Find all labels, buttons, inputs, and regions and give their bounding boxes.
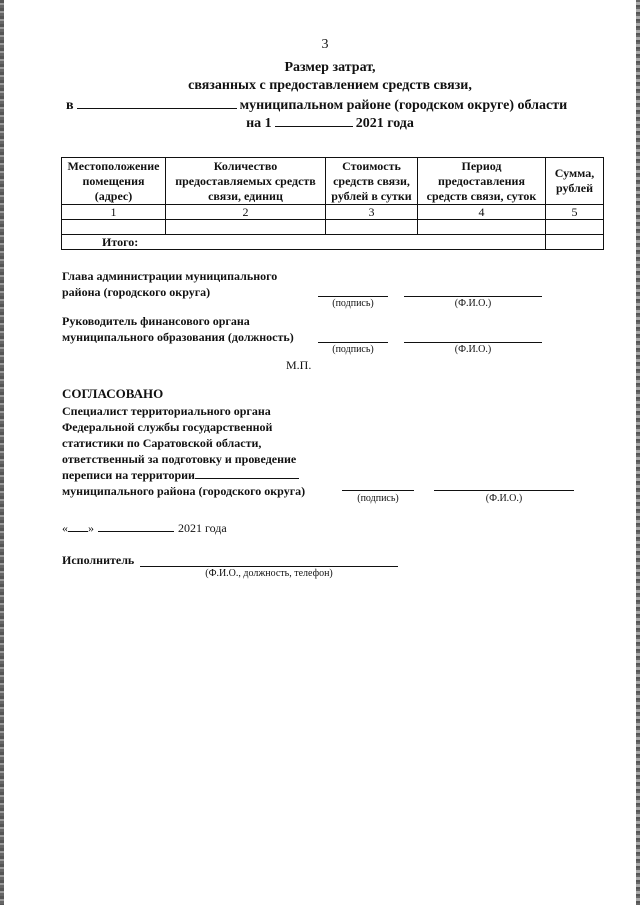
approval-line: ответственный за подготовку и проведение <box>62 452 297 466</box>
head-admin-signature-caption: (подпись) <box>332 298 374 309</box>
table-row <box>62 220 604 235</box>
title-line-3-prefix: в <box>66 98 74 113</box>
title-line-1: Размер затрат, <box>284 60 376 75</box>
head-admin-line-1: Глава администрации муниципального <box>62 269 278 283</box>
column-number: 1 <box>62 205 166 220</box>
stamp-placeholder: М.П. <box>286 358 312 372</box>
column-numbers-row <box>62 205 604 220</box>
head-admin-name-line[interactable] <box>404 296 542 297</box>
header-quantity: Количество предоставляемых средств связи, единиц <box>166 158 326 205</box>
column-number: 3 <box>326 205 418 220</box>
date-open-quote: « <box>62 521 68 535</box>
head-admin-signature-line[interactable] <box>318 296 388 297</box>
approval-block <box>62 403 305 499</box>
finance-head-line-1: Руководитель финансового органа <box>62 314 250 328</box>
total-label: Итого: <box>62 235 546 250</box>
title-line-4-suffix: 2021 года <box>355 116 414 131</box>
finance-head-signature-line[interactable] <box>318 342 388 343</box>
approval-line: Специалист территориального органа <box>62 404 271 418</box>
header-period: Период предоставления средств связи, суток <box>418 158 546 205</box>
date-close-quote: » <box>88 521 94 535</box>
head-admin-name-caption: (Ф.И.О.) <box>454 298 492 309</box>
approval-line: Федеральной службы государственной <box>62 420 273 434</box>
title-line-4 <box>120 114 540 132</box>
territory-blank[interactable] <box>195 467 299 479</box>
approval-signature-line[interactable] <box>342 490 414 491</box>
head-admin-label <box>62 268 277 300</box>
page-number: 3 <box>321 37 329 52</box>
executor-line[interactable] <box>140 566 398 567</box>
day-blank[interactable] <box>68 521 88 532</box>
approval-line: муниципального района (городского округа) <box>62 484 306 498</box>
approval-line: статистики по Саратовской области, <box>62 436 262 450</box>
title-line-3-suffix: муниципальном районе (городском округе) области <box>239 98 568 113</box>
page-edge-right <box>636 0 640 905</box>
finance-head-name-caption: (Ф.И.О.) <box>454 344 492 355</box>
costs-table <box>61 157 604 250</box>
table-cell[interactable] <box>62 220 166 235</box>
approval-line: переписи на территории <box>62 468 195 482</box>
approval-name-line[interactable] <box>434 490 574 491</box>
table-cell[interactable] <box>166 220 326 235</box>
executor-label: Исполнитель <box>62 553 135 567</box>
header-cost: Стоимость средств связи, рублей в сутки <box>326 158 418 205</box>
approval-name-caption: (Ф.И.О.) <box>485 493 523 504</box>
approval-line-territory <box>62 467 305 483</box>
title-line-2: связанных с предоставлением средств связи, <box>188 78 472 93</box>
title-line-3 <box>66 96 567 114</box>
finance-head-signature-caption: (подпись) <box>332 344 374 355</box>
district-blank[interactable] <box>77 96 237 109</box>
executor-caption: (Ф.И.О., должность, телефон) <box>205 568 333 579</box>
head-admin-line-2: района (городского округа) <box>62 285 211 299</box>
finance-head-line-2: муниципального образования (должность) <box>62 330 294 344</box>
column-number: 5 <box>546 205 604 220</box>
page-edge-left <box>0 0 4 905</box>
header-location: Местоположение помещения (адрес) <box>62 158 166 205</box>
table-header-row <box>62 158 604 205</box>
approval-heading: СОГЛАСОВАНО <box>62 386 164 401</box>
date-year: 2021 года <box>178 521 227 535</box>
date-line <box>62 521 227 536</box>
header-sum: Сумма, рублей <box>546 158 604 205</box>
title-line-4-prefix: на 1 <box>246 116 272 131</box>
finance-head-label <box>62 313 294 345</box>
column-number: 2 <box>166 205 326 220</box>
table-cell[interactable] <box>326 220 418 235</box>
finance-head-name-line[interactable] <box>404 342 542 343</box>
column-number: 4 <box>418 205 546 220</box>
month-blank[interactable] <box>275 114 353 127</box>
total-row <box>62 235 604 250</box>
total-sum-cell[interactable] <box>546 235 604 250</box>
date-month-blank[interactable] <box>98 521 174 532</box>
table-cell[interactable] <box>546 220 604 235</box>
table-cell[interactable] <box>418 220 546 235</box>
approval-signature-caption: (подпись) <box>357 493 399 504</box>
